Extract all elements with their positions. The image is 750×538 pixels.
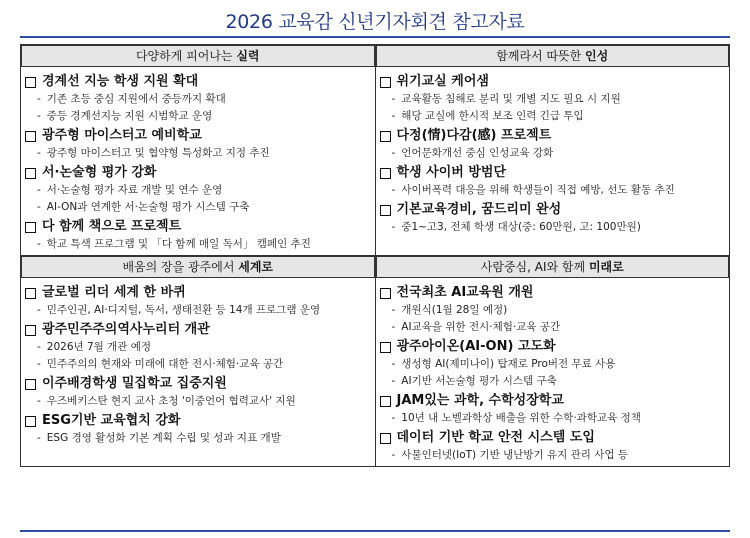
quadrant-header-character bbox=[376, 45, 730, 67]
bullet-item bbox=[380, 219, 724, 236]
section-title: 글로벌 리더 세계 한 바퀴 bbox=[42, 285, 186, 300]
bullet-text: 언어문화개선 중심 인성교육 강화 bbox=[401, 147, 554, 159]
section-heading bbox=[25, 321, 369, 339]
dash-icon: - bbox=[37, 93, 41, 105]
bullet-item bbox=[380, 410, 724, 427]
title-area bbox=[0, 0, 750, 38]
quadrant-header-text: 다양하게 피어나는 bbox=[135, 49, 237, 63]
section-title: 이주배경학생 밀집학교 집중지원 bbox=[42, 376, 227, 391]
section-heading bbox=[380, 338, 724, 356]
bullet-text: AI기반 서논술형 평가 시스템 구축 bbox=[401, 375, 557, 387]
bullet-item bbox=[380, 145, 724, 162]
bullet-item bbox=[380, 373, 724, 390]
dash-icon: - bbox=[37, 358, 41, 370]
title-rule bbox=[20, 36, 730, 38]
section-heading bbox=[380, 201, 724, 219]
checkbox-icon bbox=[380, 77, 391, 88]
dash-icon: - bbox=[37, 110, 41, 122]
checkbox-icon bbox=[380, 433, 391, 444]
bullet-text: AI-ON과 연계한 서·논술형 평가 시스템 구축 bbox=[46, 201, 250, 213]
checkbox-icon bbox=[25, 379, 36, 390]
section-title: 다정(情)다감(感) 프로젝트 bbox=[396, 128, 552, 143]
checkbox-icon bbox=[25, 131, 36, 142]
section-title: 위기교실 케어샘 bbox=[396, 74, 489, 89]
section-title: 학생 사이버 방범단 bbox=[396, 165, 507, 180]
section-heading bbox=[25, 164, 369, 182]
dash-icon: - bbox=[37, 184, 41, 196]
bullet-item bbox=[25, 108, 369, 125]
dash-icon: - bbox=[391, 449, 396, 461]
bullet-item bbox=[380, 302, 724, 319]
quadrant-body bbox=[376, 278, 730, 466]
quadrant-skill bbox=[21, 45, 376, 256]
dash-icon: - bbox=[391, 304, 396, 316]
bullet-text: 사물인터넷(IoT) 기반 냉난방기 유지 관리 사업 등 bbox=[401, 449, 629, 461]
dash-icon: - bbox=[37, 395, 41, 407]
quadrant-header-text: 배움의 장을 광주에서 bbox=[122, 260, 239, 274]
document-title: 2026 교육감 신년기자회견 참고자료 bbox=[225, 11, 525, 33]
bullet-item bbox=[380, 447, 724, 464]
quadrant-header-keyword: 세계로 bbox=[238, 260, 274, 274]
bullet-text: 학교 특색 프로그램 및 「다 함께 매일 독서」 캠페인 추진 bbox=[46, 238, 311, 250]
bullet-item bbox=[25, 356, 369, 373]
section-heading bbox=[25, 284, 369, 302]
bullet-item bbox=[380, 108, 724, 125]
dash-icon: - bbox=[391, 184, 396, 196]
section-title: 서·논술형 평가 강화 bbox=[42, 165, 157, 180]
section-title: 기본교육경비, 꿈드리미 완성 bbox=[396, 202, 562, 217]
section-title: ESG기반 교육협치 강화 bbox=[42, 413, 181, 428]
dash-icon: - bbox=[37, 432, 41, 444]
dash-icon: - bbox=[391, 358, 396, 370]
section-title: 광주아이온(AI-ON) 고도화 bbox=[396, 339, 556, 354]
bullet-text: 해당 교실에 한시적 보조 인력 긴급 투입 bbox=[401, 110, 584, 122]
section-heading bbox=[380, 392, 724, 410]
bullet-text: 우즈베키스탄 현지 교사 초청 '이중언어 협력교사' 지원 bbox=[46, 395, 296, 407]
dash-icon: - bbox=[37, 238, 41, 250]
quadrant-world bbox=[21, 256, 376, 467]
bullet-item bbox=[25, 91, 369, 108]
quadrant-header-skill bbox=[21, 45, 375, 67]
bottom-rule bbox=[20, 530, 730, 532]
checkbox-icon bbox=[380, 205, 391, 216]
bullet-item bbox=[380, 356, 724, 373]
bullet-text: 교육활동 침해로 분리 및 개별 지도 필요 시 지원 bbox=[401, 93, 621, 105]
quadrant-header-world bbox=[21, 256, 375, 278]
quadrant-future bbox=[375, 256, 730, 467]
checkbox-icon bbox=[25, 77, 36, 88]
section-heading bbox=[380, 73, 724, 91]
bullet-text: 기존 초등 중심 지원에서 중등까지 확대 bbox=[46, 93, 226, 105]
dash-icon: - bbox=[391, 412, 396, 424]
quadrant-header-text: 사람중심, AI와 함께 bbox=[480, 260, 589, 274]
dash-icon: - bbox=[391, 147, 396, 159]
dash-icon: - bbox=[391, 221, 396, 233]
bullet-text: 중1~고3, 전체 학생 대상(중: 60만원, 고: 100만원) bbox=[401, 221, 641, 233]
bullet-item bbox=[25, 339, 369, 356]
quadrant-body bbox=[21, 67, 375, 255]
section-title: 광주민주주의역사누리터 개관 bbox=[42, 322, 210, 337]
checkbox-icon bbox=[380, 396, 391, 407]
bullet-item bbox=[25, 145, 369, 162]
bullet-text: 사이버폭력 대응을 위해 학생들이 직접 예방, 선도 활동 추진 bbox=[401, 184, 675, 196]
section-heading bbox=[25, 127, 369, 145]
quadrant-header-future bbox=[376, 256, 730, 278]
checkbox-icon bbox=[25, 168, 36, 179]
checkbox-icon bbox=[25, 288, 36, 299]
bullet-text: 생성형 AI(제미나이) 탑재로 Pro버전 무료 사용 bbox=[401, 358, 616, 370]
section-title: 데이터 기반 학교 안전 시스템 도입 bbox=[396, 430, 595, 445]
bullet-text: 개원식(1월 28일 예정) bbox=[401, 304, 508, 316]
dash-icon: - bbox=[391, 321, 396, 333]
checkbox-icon bbox=[380, 288, 391, 299]
checkbox-icon bbox=[380, 131, 391, 142]
bullet-item bbox=[25, 393, 369, 410]
bullet-item bbox=[25, 236, 369, 253]
quadrant-header-keyword: 미래로 bbox=[588, 260, 624, 274]
section-title: JAM있는 과학, 수학성장학교 bbox=[396, 393, 564, 408]
bullet-text: 민주인권, AI·디지털, 독서, 생태전환 등 14개 프로그램 운영 bbox=[46, 304, 321, 316]
quadrant-header-text: 함께라서 따뜻한 bbox=[496, 49, 586, 63]
bullet-text: AI교육을 위한 전시·체험·교육 공간 bbox=[401, 321, 561, 333]
bullet-text: 2026년 7월 개관 예정 bbox=[46, 341, 152, 353]
bullet-item bbox=[25, 199, 369, 216]
quadrant-character bbox=[375, 45, 730, 256]
bullet-item bbox=[25, 302, 369, 319]
section-heading bbox=[380, 429, 724, 447]
section-heading bbox=[380, 284, 724, 302]
section-heading bbox=[380, 127, 724, 145]
dash-icon: - bbox=[37, 341, 41, 353]
checkbox-icon bbox=[25, 222, 36, 233]
bullet-text: 10년 내 노벨과학상 배출을 위한 수학·과학교육 정책 bbox=[401, 412, 641, 424]
section-heading bbox=[380, 164, 724, 182]
dash-icon: - bbox=[391, 93, 396, 105]
section-title: 다 함께 책으로 프로젝트 bbox=[42, 219, 182, 234]
section-title: 전국최초 AI교육원 개원 bbox=[396, 285, 534, 300]
dash-icon: - bbox=[391, 110, 396, 122]
content-grid bbox=[20, 44, 730, 467]
checkbox-icon bbox=[25, 416, 36, 427]
section-heading bbox=[25, 218, 369, 236]
section-heading bbox=[25, 73, 369, 91]
bullet-item bbox=[380, 319, 724, 336]
dash-icon: - bbox=[391, 375, 396, 387]
quadrant-body bbox=[376, 67, 730, 238]
bullet-text: 중등 경계선지능 지원 시범학교 운영 bbox=[46, 110, 213, 122]
bullet-text: 서·논술형 평가 자료 개발 및 연수 운영 bbox=[46, 184, 223, 196]
bullet-item bbox=[380, 182, 724, 199]
quadrant-header-keyword: 인성 bbox=[585, 49, 609, 63]
section-heading bbox=[25, 412, 369, 430]
section-title: 광주형 마이스터고 예비학교 bbox=[42, 128, 202, 143]
bullet-text: ESG 경영 활성화 기본 계획 수립 및 성과 지표 개발 bbox=[46, 432, 281, 444]
bullet-text: 민주주의의 현재와 미래에 대한 전시·체험·교육 공간 bbox=[46, 358, 284, 370]
checkbox-icon bbox=[380, 342, 391, 353]
bullet-item bbox=[25, 430, 369, 447]
section-heading bbox=[25, 375, 369, 393]
dash-icon: - bbox=[37, 304, 41, 316]
dash-icon: - bbox=[37, 147, 41, 159]
checkbox-icon bbox=[380, 168, 391, 179]
bullet-item bbox=[380, 91, 724, 108]
bullet-text: 광주형 마이스터고 및 협약형 특성화고 지정 추진 bbox=[46, 147, 270, 159]
quadrant-body bbox=[21, 278, 375, 449]
checkbox-icon bbox=[25, 325, 36, 336]
dash-icon: - bbox=[37, 201, 41, 213]
section-title: 경계선 지능 학생 지원 확대 bbox=[42, 74, 199, 89]
bullet-item bbox=[25, 182, 369, 199]
quadrant-header-keyword: 실력 bbox=[236, 49, 260, 63]
